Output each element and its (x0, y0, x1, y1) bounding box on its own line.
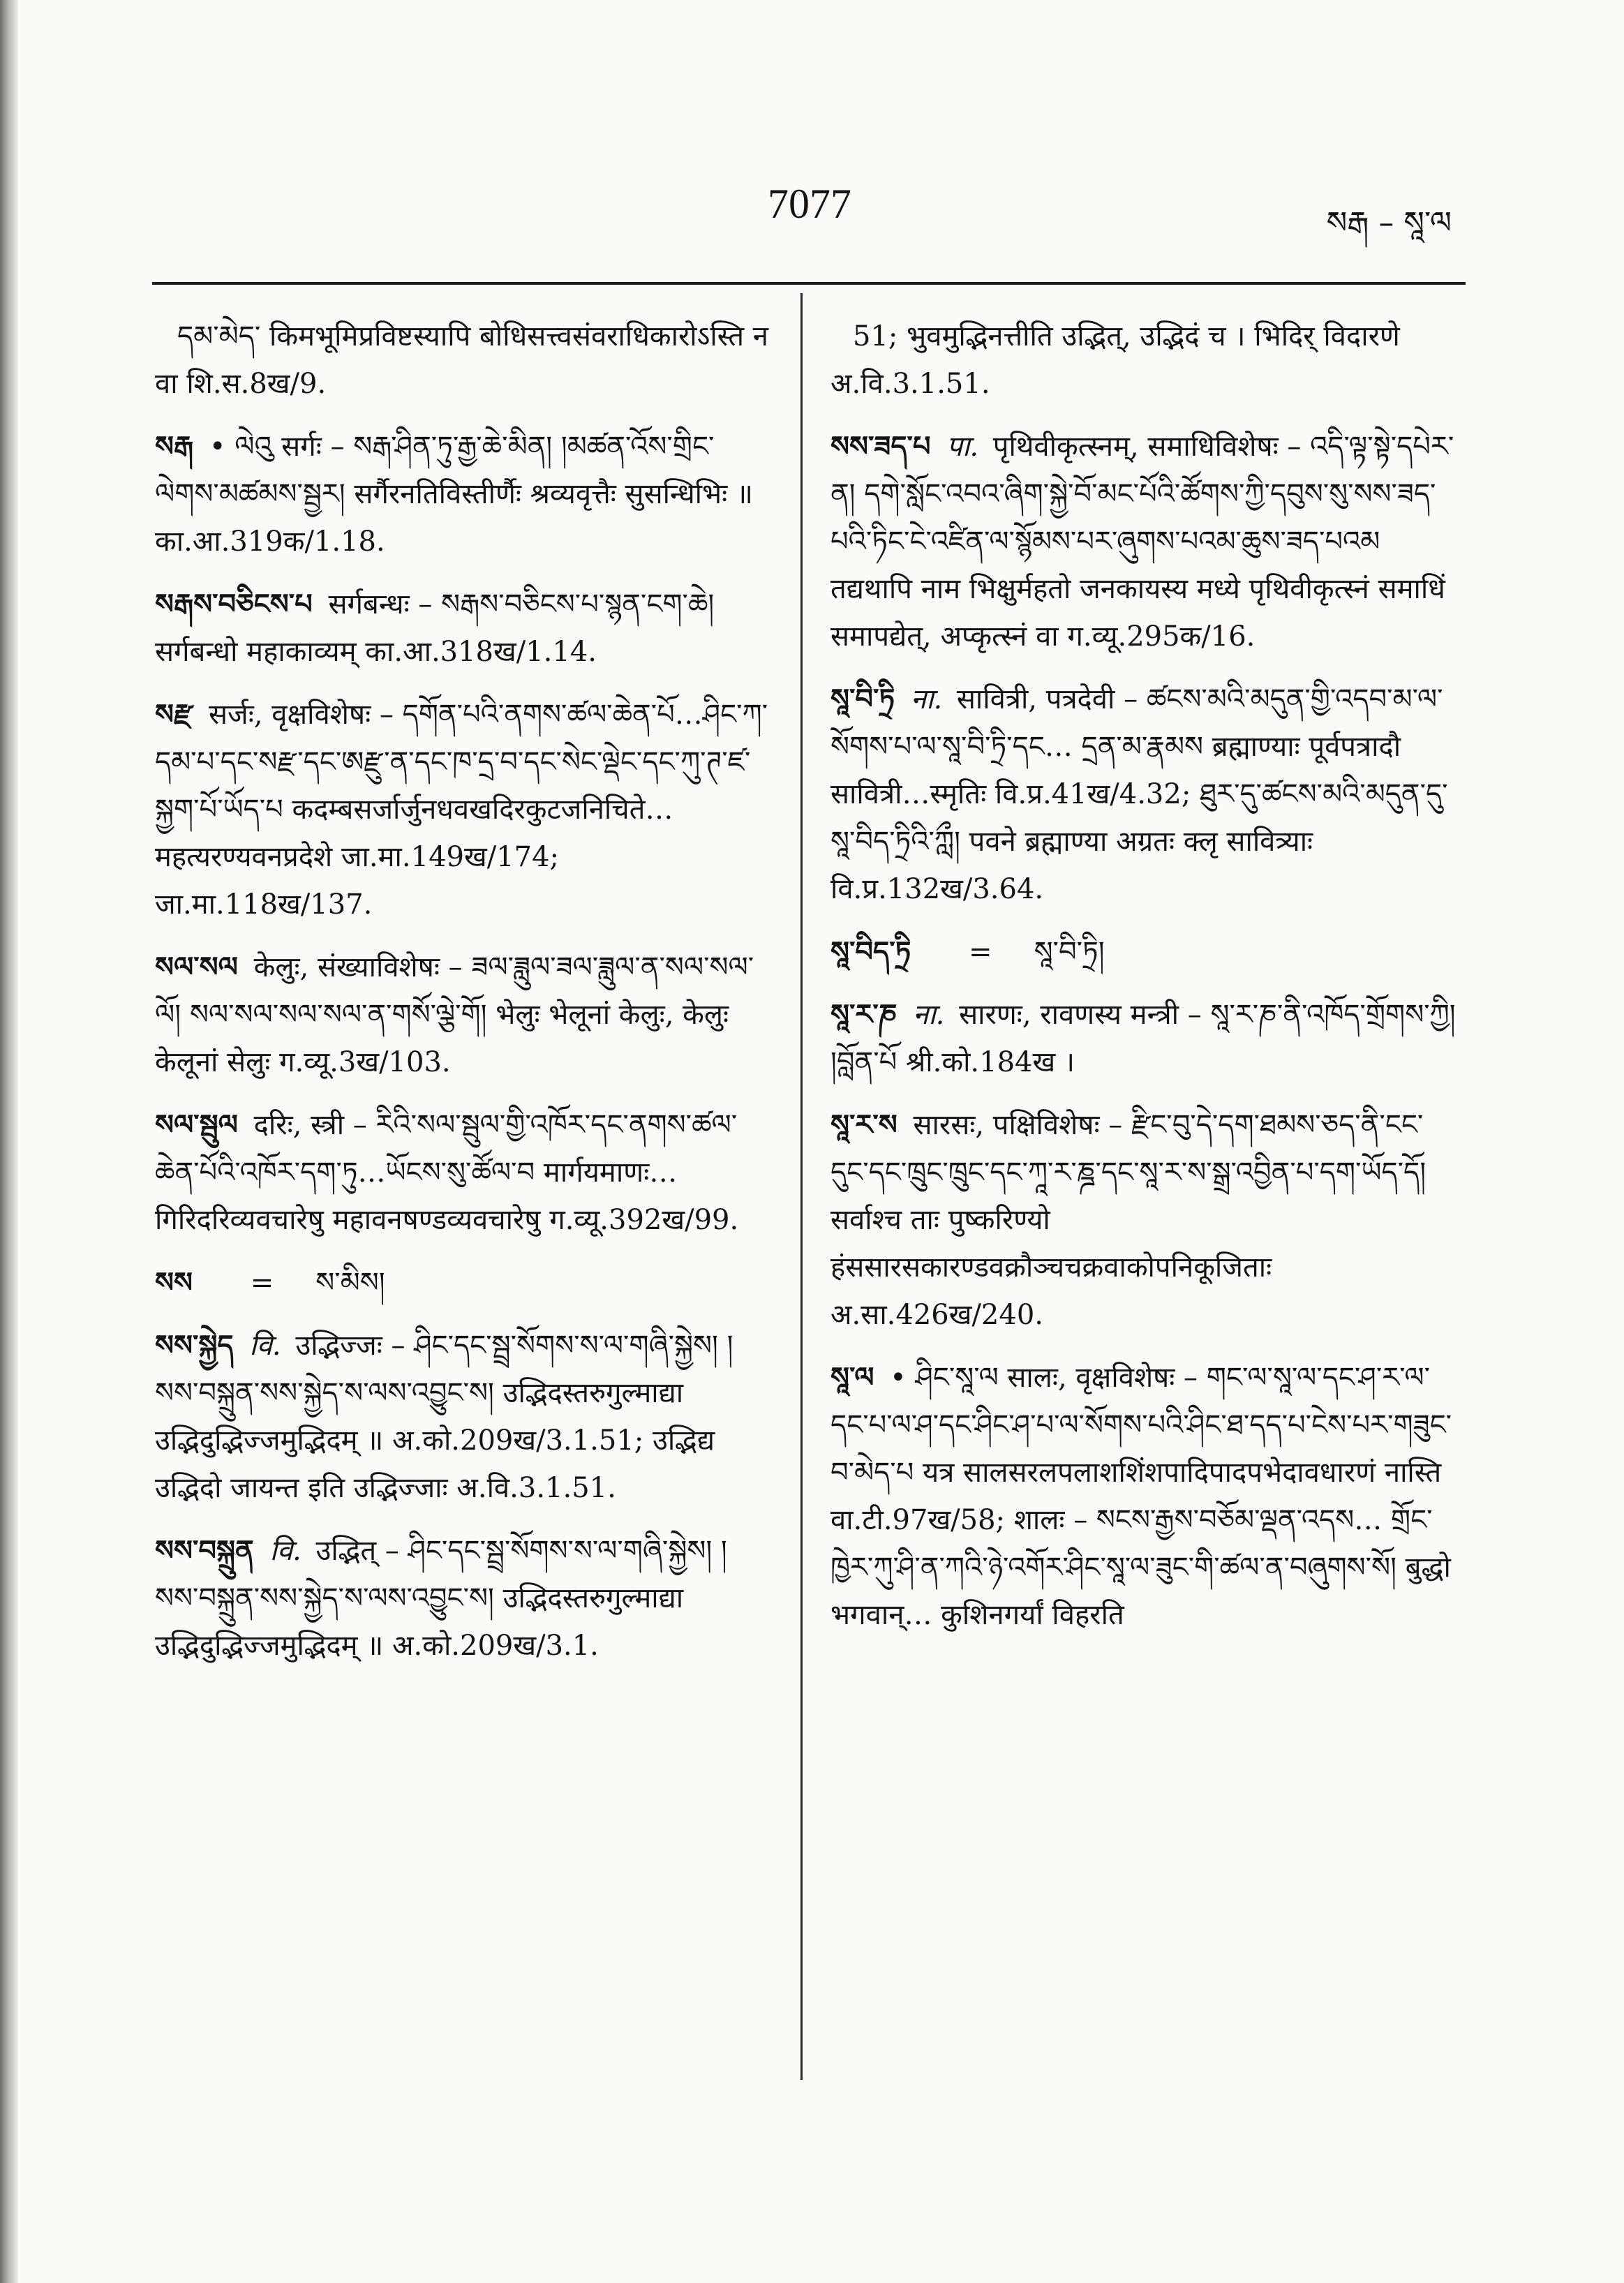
entry-continuation (830, 313, 1459, 408)
cross-reference: ས་མིས། (315, 1267, 385, 1299)
entry-headword: སས་སྐྱེད (155, 1329, 234, 1362)
entry-text: • ལེའུ सर्गः – སརྒ་ཤིན་ཏུ་རྒྱ་ཆེ་མིན། །མཚན་འོས་གྲིང་ལེགས་མཚམས་སྦྱར། सर्गैरनतिविस्तीर्णैः श्रव्यवृत्तैः सुसन्धिभिः ॥ का.आ.319क/1.18. (155, 431, 753, 558)
grammar-label: वि. (249, 1330, 281, 1362)
dictionary-entry (155, 1101, 769, 1244)
grammar-label: पा. (946, 431, 979, 463)
entry-text: उद्भित् – ཤིང་དང་སྦྲ་སོགས་ས་ལ་གཞི་སྐྱེས། །སས་བསྐྲུན་སས་སྐྱེད་ས་ལས་འབྱུང་ས། उद्भिदस्तरुगुल्माद्या उद्भिदुद्भिज्जमुद्भिदम् ॥ अ.को.209ख/3.1. (155, 1535, 727, 1662)
equals-sign: = (969, 936, 992, 968)
entry-headword: སཱ་ལ (830, 1361, 874, 1394)
dictionary-entry (155, 423, 769, 565)
dictionary-entry (155, 581, 769, 676)
entry-text: • ཤིང་སཱ་ལ सालः, वृक्षविशेषः – གང་ལ་སཱ་ལ་དང་ཤ་ར་ལ་དང་པ་ལ་ཤ་དང་ཤིང་ཤ་པ་ལ་སོགས་པའི་ཤིང་ཐ་དད་པ་ངེས་པར་གཟུང་བ་མེད་པ यत्र सालसरलपलाशशिंशपादिपादपभेदावधारणं नास्ति वा.टी.97ख/58; शालः – སངས་རྒྱས་བཅོམ་ལྡན་འདས… གྲོང་ཁྱེར་ཀུ་ཤི་ན་ཀའི་ཉེ་འགོར་ཤིང་སཱ་ལ་ཟུང་གི་ཚལ་ན་བཞུགས་སོ། बुद्धो भगवान्… कुशिनगर्यां विहरति (830, 1362, 1452, 1631)
dictionary-entry (155, 691, 769, 928)
running-head: སརྒ – སཱ་ལ (1326, 205, 1452, 241)
column-divider (800, 293, 803, 2080)
dictionary-entry (830, 676, 1459, 913)
entry-text: सावित्री, पत्रदेवी – ཚངས་མའི་མདུན་གྱི་འདབ་མ་ལ་སོགས་པ་ལ་སཱ་བི་ཏྲི་དང… དྲན་མ་རྣམས ब्रह्माण्याः पूर्वपत्रादौ सावित्री…स्मृतिः वि.प्र.41ख/4.32; ཐུར་དུ་ཚངས་མའི་མདུན་དུ་སཱ་བིད་ཏྲིའི་ཀླྀ། पवने ब्रह्माण्या अग्रतः क्लृ सावित्र्याः वि.प्र.132ख/3.64. (830, 683, 1448, 905)
entry-text: सर्गबन्धः – སརྒས་བཅིངས་པ་སྙན་ངག་ཆེ། सर्गबन्धो महाकाव्यम् का.आ.318ख/1.14. (155, 588, 715, 668)
entry-continuation (155, 313, 769, 408)
grammar-label: वि. (269, 1535, 301, 1567)
dictionary-entry (155, 1322, 769, 1512)
entry-text: केलुः, संख्याविशेषः – ཟལ་ཟླུལ་ཟལ་ཟླུལ་ན་སལ་སལ་ལོ། སལ་སལ་སལ་སལ་ན་གསོ་ལྕེ་གོ། भेलुः भेलूनां केलुः, केलुः केलूनां सेलुः ग.व्यू.3ख/103. (155, 951, 754, 1078)
entry-headword: སལ་སྦུལ (155, 1108, 238, 1141)
dictionary-entry (830, 928, 1459, 976)
entry-headword: སཱ་ར་ས (830, 1108, 897, 1141)
left-column (155, 313, 769, 1685)
dictionary-entry (155, 944, 769, 1086)
right-column (830, 313, 1459, 1654)
entry-headword: སརྫ (155, 698, 193, 731)
dictionary-entry (830, 1354, 1459, 1639)
entry-headword: སརྒ (155, 430, 194, 463)
entry-headword: སས་ཟད་པ (830, 430, 931, 463)
entry-text: दरिः, स्त्री – རིའི་སལ་སྦུལ་གྱི་འཁོར་དང་ནགས་ཚལ་ཆེན་པོའི་འཁོར་དག་ཏུ…ཡོངས་སུ་ཚོལ་བ मार्गयमाणः… गिरिदरिव्यवचारेषु महावनषण्डव्यवचारेषु ग.व्यू.392ख/99. (155, 1109, 739, 1236)
entry-text: उद्भिज्जः – ཤིང་དང་སྦྲ་སོགས་ས་ལ་གཞི་སྐྱེས། །སས་བསྐྲུན་སས་སྐྱེད་ས་ལས་འབྱུང་ས། उद्भिदस्तरुगुल्माद्या उद्भिदुद्भिज्जमुद्भिदम् ॥ अ.को.209ख/3.1.51; उद्भिद्य उद्भिदो जायन्त इति उद्भिज्जाः अ.वि.3.1.51. (155, 1330, 733, 1504)
entry-text: सारणः, रावणस्य मन्त्री – སཱ་ར་ཎ་ནི་འཁོད་གྲོགས་ཀྱི། །བློན་པོ श्री.को.184ख । (830, 999, 1456, 1078)
cross-reference: སཱ་བི་ཏྲི། (1034, 936, 1105, 968)
entry-headword: སཱ་ར་ཎ (830, 998, 897, 1031)
entry-text: 51; भुवमुद्भिनत्तीति उद्भित्, उद्भिदं च । भिदिर् विदारणे अ.वि.3.1.51. (830, 320, 1400, 400)
entry-headword: སཱ་བིད་ཏྲི (830, 935, 911, 968)
dictionary-entry (155, 1527, 769, 1670)
entry-headword: སཱ་བི་ཏྲི (830, 683, 895, 715)
equals-sign: = (250, 1267, 274, 1299)
entry-text: དམ་མེད་ किमभूमिप्रविष्टस्यापि बोधिसत्त्वसंवराधिकारोऽस्ति न वा शि.स.8ख/9. (155, 320, 768, 400)
dictionary-entry (830, 423, 1459, 660)
dictionary-entry (830, 991, 1459, 1086)
grammar-label: ना. (913, 999, 945, 1031)
grammar-label: ना. (910, 683, 943, 715)
entry-headword: སས་བསྐྲུན (155, 1534, 254, 1567)
entry-headword: སས (155, 1266, 193, 1299)
page-number: 7077 (768, 181, 851, 227)
entry-text: पृथिवीकृत्स्नम्, समाधिविशेषः – འདི་ལྟ་སྟེ་དཔེར་ན། དགེ་སློང་འབའ་ཞིག་སྐྱེ་བོ་མང་པོའི་ཚོགས་ཀྱི་དབུས་སུ་སས་ཟད་པའི་ཏིང་ངེ་འཛིན་ལ་སྙོམས་པར་ཞུགས་པའམ་ཆུས་ཟད་པའམ तद्यथापि नाम भिक्षुर्महतो जनकायस्य मध्ये पृथिवीकृत्स्नं समाधिं समापद्येत्, अप्कृत्स्नं वा ग.व्यू.295क/16. (830, 431, 1454, 653)
entry-headword: སལ་སལ (155, 951, 238, 983)
dictionary-entry (830, 1101, 1459, 1339)
entry-headword: སརྒས་བཅིངས་པ (155, 588, 313, 620)
entry-text: सर्जः, वृक्षविशेषः – དགོན་པའི་ནགས་ཚལ་ཆེན་པོ…ཤིང་ཀ་དམ་པ་དང་སརྫ་དང་ཨརྫུ་ན་དང་ཁ་དྲ་བ་དང་སེང་ལྡེང་དང་ཀུ་ཊ་ཛ་སྐྱག་པོ་ཡོད་པ कदम्बसर्जार्जुनधवखदिरकुटजनिचिते… महत्यरण्यवनप्रदेशे जा.मा.149ख/174; जा.मा.118ख/137. (155, 699, 768, 921)
header-rule (152, 282, 1466, 285)
dictionary-entry (155, 1259, 769, 1307)
entry-text: सारसः, पक्षिविशेषः – རྫིང་བུ་དེ་དག་ཐམས་ཅད་ནི་ངང་དུང་དང་ཁྲུང་ཁྲུང་དང་ཀཱ་ར་ཎྜ་དང་སཱ་ར་ས་སྒྲ་འབྱིན་པ་དག་ཡོད་དོ། सर्वाश्च ताः पुष्करिण्यो हंससारसकारण्डवक्रौञ्चचक्रवाकोपनिकूजिताः अ.सा.426ख/240. (830, 1109, 1426, 1331)
